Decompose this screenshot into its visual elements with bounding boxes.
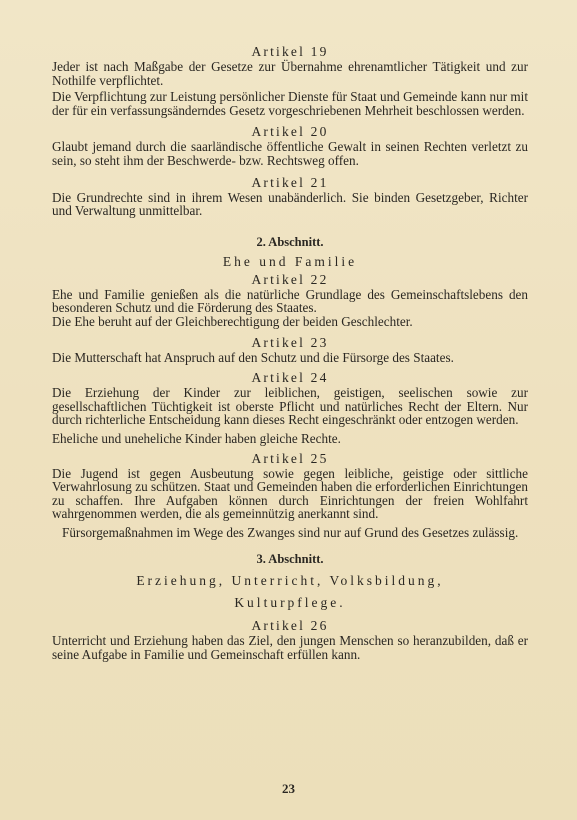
page-content: [52, 43, 528, 662]
paragraph: Unterricht und Erziehung haben das Ziel, den jungen Menschen so heranzubilden, daß er seine Aufgabe in Familie und Gemeinschaft erfüllen kann.: [52, 633, 528, 663]
section-title: 2. Abschnitt.: [256, 234, 324, 249]
paragraph: Jeder ist nach Maßgabe der Gesetze zur Übernahme ehrenamtlicher Tätigkeit und zur Nothilfe verpflichtet.: [52, 59, 528, 88]
paragraph: Die Verpflichtung zur Leistung persönlicher Dienste für Staat und Gemeinde kann nur mit der für ein verfassungsänderndes Gesetz vorgeschriebenen Mehrheit beschlossen werden.: [52, 89, 528, 118]
paragraph: Die Grundrechte sind in ihrem Wesen unabänderlich. Sie binden Gesetzgeber, Richter und Verwaltung unmittelbar.: [52, 189, 528, 219]
article-heading: Artikel 20: [251, 124, 329, 140]
paragraph: Glaubt jemand durch die saarländische öffentliche Gewalt in seinen Rechten verletzt zu sein, so steht ihm der Beschwerde- bzw. Rechtsweg offen.: [52, 139, 528, 168]
article-heading: Artikel 21: [251, 174, 329, 190]
article-heading: Artikel 23: [251, 334, 329, 350]
section-title: 3. Abschnitt.: [256, 552, 324, 567]
paragraph: Die Jugend ist gegen Ausbeutung sowie gegen leibliche, geistige oder sittliche Verwahrlosung zu schützen. Staat und Gemeinden haben die erforderlichen Einrichtungen zu schaffen. Ihre Aufgaben können durch Einrichtungen der freien Wohlfahrt wahrgenommen werden, die als gemeinnützig anerkannt sind.: [52, 465, 528, 522]
article-heading: Artikel 26: [251, 618, 329, 634]
section-subtitle: Kulturpflege.: [234, 595, 346, 611]
paragraph: Die Erziehung der Kinder zur leiblichen, geistigen, seelischen sowie zur gesellschaftlichen Tüchtigkeit ist oberste Pflicht und natürliches Recht der Eltern. Nur durch richterliche Entscheidung kann dieses Recht eingeschränkt oder entzogen werden.: [52, 385, 528, 428]
section-subtitle: Erziehung, Unterricht, Volksbildung,: [136, 573, 444, 589]
paragraph: Die Ehe beruht auf der Gleichberechtigung der beiden Geschlechter.: [52, 313, 413, 329]
article-heading: Artikel 22: [251, 271, 329, 287]
page-number: 23: [282, 781, 295, 796]
paragraph: Die Mutterschaft hat Anspruch auf den Schutz und die Fürsorge des Staates.: [52, 349, 454, 365]
article-heading: Artikel 19: [251, 44, 329, 59]
article-heading: Artikel 24: [251, 370, 329, 386]
paragraph: Fürsorgemaßnahmen im Wege des Zwanges sind nur auf Grund des Gesetzes zulässig.: [62, 524, 519, 540]
paragraph: Eheliche und uneheliche Kinder haben gleiche Rechte.: [52, 430, 341, 446]
article-heading: Artikel 25: [251, 450, 329, 466]
section-subtitle: Ehe und Familie: [222, 253, 358, 269]
paragraph: Ehe und Familie genießen als die natürliche Grundlage des Gemeinschaftslebens den besonderen Schutz und die Förderung des Staates.: [52, 286, 528, 316]
